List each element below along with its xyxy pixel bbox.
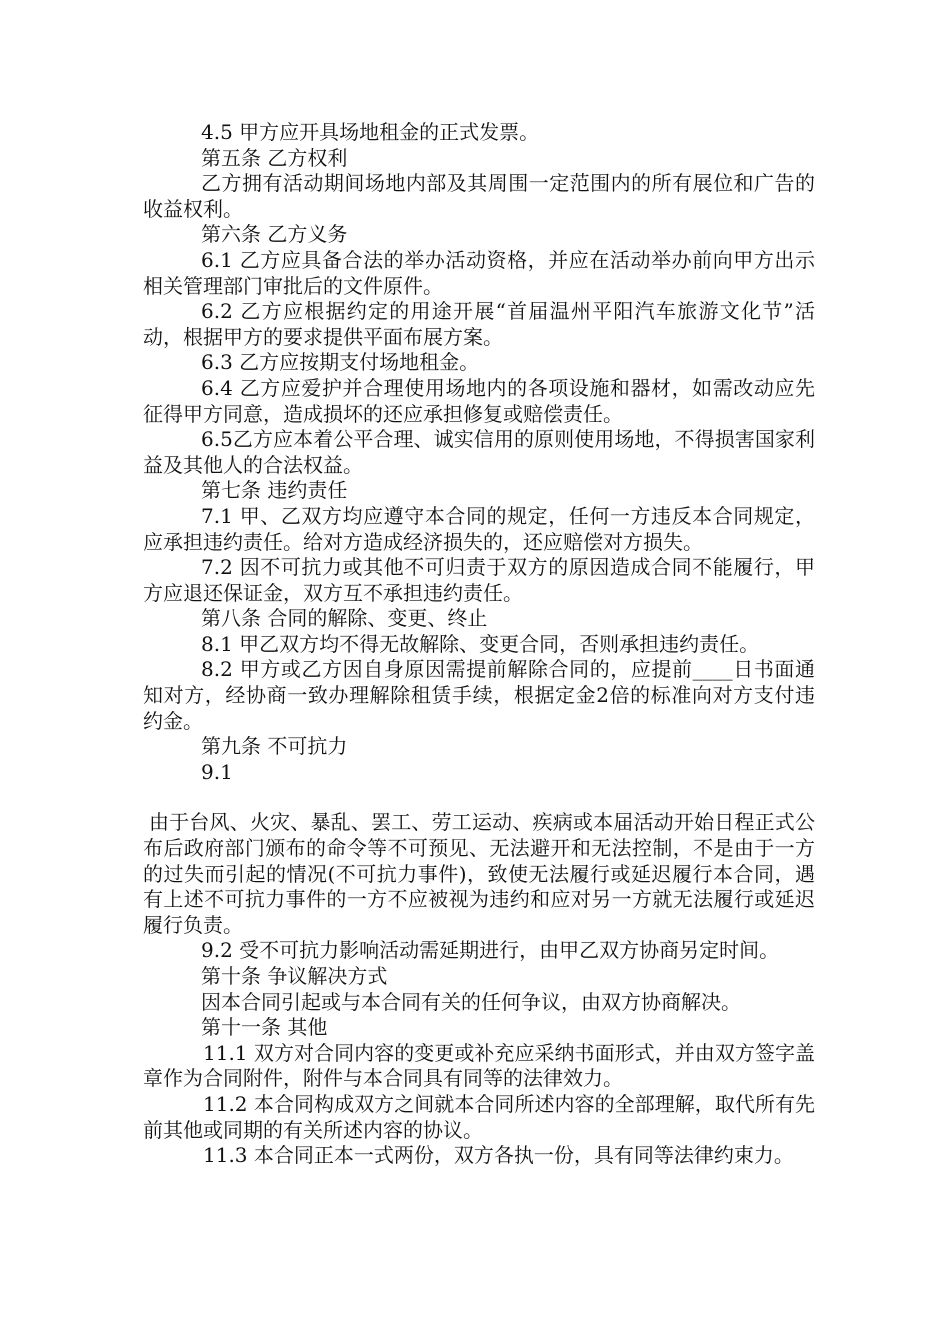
article-11-heading: 第十一条 其他 bbox=[201, 1015, 328, 1040]
clause-11-3: 11.3 本合同正本一式两份，双方各执一份，具有同等法律约束力。 bbox=[203, 1143, 794, 1168]
article-10-heading: 第十条 争议解决方式 bbox=[201, 964, 388, 988]
blank-gap bbox=[143, 785, 815, 810]
article-5-heading: 第五条 乙方权利 bbox=[201, 145, 348, 170]
clause-6-5: 6.5乙方应本着公平合理、诚实信用的原则使用场地，不得损害国家利益及其他人的合法权益。 bbox=[143, 427, 815, 477]
clause-6-2: 6.2 乙方应根据约定的用途开展“首届温州平阳汽车旅游文化节”活动，根据甲方的要求提供平面布展方案。 bbox=[143, 299, 815, 349]
clause-6-1: 6.1 乙方应具备合法的举办活动资格，并应在活动举办前向甲方出示相关管理部门审批后的文件原件。 bbox=[143, 247, 815, 298]
clause-7-2: 7.2 因不可抗力或其他不可归责于双方的原因造成合同不能履行，甲方应退还保证金，双方互不承担违约责任。 bbox=[143, 555, 815, 605]
clause-9-2: 9.2 受不可抗力影响活动需延期进行，由甲乙双方协商另定时间。 bbox=[201, 938, 780, 963]
clause-9-1-body: 由于台风、火灾、暴乱、罢工、劳工运动、疾病或本届活动开始日程正式公布后政府部门颁布的命令等不可预见、无法避开和无法控制，不是由于一方的过失而引起的情况(不可抗力事件)，致使无法履行或延迟履行本合同，遇有上述不可抗力事件的一方不应被视为违约和应对另一方就无法履行或延迟履行负责。 bbox=[143, 810, 815, 937]
contract-text bbox=[143, 120, 815, 1169]
clause-7-1: 7.1 甲、乙双方均应遵守本合同的规定，任何一方违反本合同规定，应承担违约责任。给对方造成经济损失的，还应赔偿对方损失。 bbox=[143, 503, 815, 554]
article-8-heading: 第八条 合同的解除、变更、终止 bbox=[201, 606, 488, 631]
clause-11-2: 11.2 本合同构成双方之间就本合同所述内容的全部理解，取代所有先前其他或同期的有关所述内容的协议。 bbox=[143, 1091, 815, 1142]
clause-8-1: 8.1 甲乙双方均不得无故解除、变更合同，否则承担违约责任。 bbox=[201, 631, 760, 656]
clause-11-1: 11.1 双方对合同内容的变更或补充应采纳书面形式，并由双方签字盖章作为合同附件，附件与本合同具有同等的法律效力。 bbox=[143, 1040, 815, 1091]
clause-6-4: 6.4 乙方应爱护并合理使用场地内的各项设施和器材，如需改动应先征得甲方同意，造成损坏的还应承担修复或赔偿责任。 bbox=[143, 375, 815, 426]
article-7-heading: 第七条 违约责任 bbox=[201, 478, 348, 503]
article-10-body: 因本合同引起或与本合同有关的任何争议，由双方协商解决。 bbox=[201, 989, 741, 1014]
article-6-heading: 第六条 乙方义务 bbox=[201, 222, 348, 247]
article-9-heading: 第九条 不可抗力 bbox=[201, 734, 348, 759]
clause-4-5: 4.5 甲方应开具场地租金的正式发票。 bbox=[201, 120, 540, 144]
article-5-body: 乙方拥有活动期间场地内部及其周围一定范围内的所有展位和广告的收益权利。 bbox=[143, 171, 815, 221]
clause-8-2: 8.2 甲方或乙方因自身原因需提前解除合同的，应提前____日书面通知对方，经协商一致办理解除租赁手续，根据定金2倍的标准向对方支付违约金。 bbox=[143, 657, 815, 733]
clause-6-3: 6.3 乙方应按期支付场地租金。 bbox=[201, 350, 480, 375]
clause-9-1-number: 9.1 bbox=[201, 759, 233, 784]
